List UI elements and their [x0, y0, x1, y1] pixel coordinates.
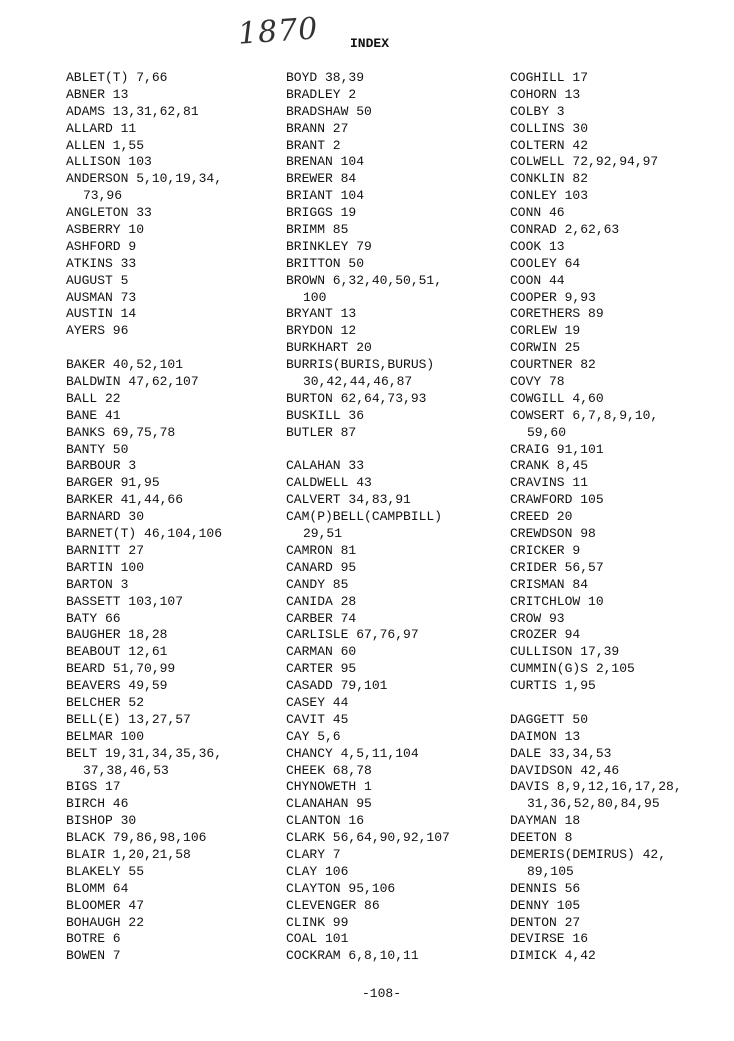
index-entry: BUSKILL 36 — [286, 407, 365, 423]
index-entry: BARNARD 30 — [66, 509, 145, 525]
index-entry: CLAY 106 — [286, 863, 349, 879]
index-entry: CHYNOWETH 1 — [286, 779, 372, 795]
index-entry: AYERS 96 — [66, 323, 129, 339]
index-entry: AUGUST 5 — [66, 272, 129, 288]
index-entry: COOPER 9,93 — [510, 289, 596, 305]
index-entry: BELT 19,31,34,35,36, — [66, 745, 223, 761]
index-entry: CONKLIN 82 — [510, 171, 589, 187]
index-entry: COAL 101 — [286, 931, 349, 947]
index-entry: COCKRAM 6,8,10,11 — [286, 948, 419, 964]
index-entry: BOYD 38,39 — [286, 70, 365, 85]
index-entry: CALAHAN 33 — [286, 458, 365, 474]
index-entry: CLARK 56,64,90,92,107 — [286, 830, 450, 846]
index-entry: BELCHER 52 — [66, 694, 145, 710]
index-entry: DEMERIS(DEMIRUS) 42, — [510, 846, 667, 862]
index-entry: DENTON 27 — [510, 914, 581, 930]
index-entry: BISHOP 30 — [66, 813, 137, 829]
index-entry: BOWEN 7 — [66, 948, 121, 964]
index-entry: BRYDON 12 — [286, 323, 357, 339]
index-entry: BAKER 40,52,101 — [66, 357, 184, 373]
index-entry: BATY 66 — [66, 610, 121, 626]
index-entry: BRANN 27 — [286, 120, 349, 136]
index-entry: COGHILL 17 — [510, 70, 589, 85]
index-entry: CAVIT 45 — [286, 711, 349, 727]
index-entry: BROWN 6,32,40,50,51, — [286, 272, 443, 288]
index-entry: CRIDER 56,57 — [510, 559, 604, 575]
index-entry: BRINKLEY 79 — [286, 238, 372, 254]
index-entry: BANKS 69,75,78 — [66, 424, 176, 440]
handwritten-year: 1870 — [236, 11, 320, 52]
index-entry: BLACK 79,86,98,106 — [66, 830, 207, 846]
index-entry-continuation: 59,60 — [527, 424, 567, 440]
index-entry: AUSTIN 14 — [66, 306, 137, 322]
index-entry: ABLET(T) 7,66 — [66, 70, 168, 85]
index-entry: CANIDA 28 — [286, 593, 357, 609]
index-column-3 — [510, 70, 734, 965]
index-entry: CRAIG 91,101 — [510, 441, 604, 457]
index-entry: BRIMM 85 — [286, 222, 349, 238]
index-entry: CASEY 44 — [286, 694, 349, 710]
index-entry: COVY 78 — [510, 374, 565, 390]
index-entry: BIGS 17 — [66, 779, 121, 795]
index-entry: ATKINS 33 — [66, 255, 137, 271]
index-entry: CORWIN 25 — [510, 340, 581, 356]
index-entry: CAY 5,6 — [286, 728, 341, 744]
index-entry: BELMAR 100 — [66, 728, 145, 744]
index-entry-continuation: 31,36,52,80,84,95 — [527, 796, 660, 812]
index-entry: CRITCHLOW 10 — [510, 593, 604, 609]
index-entry: COLBY 3 — [510, 103, 565, 119]
index-entry: BARTON 3 — [66, 576, 129, 592]
index-entry: CRICKER 9 — [510, 542, 581, 558]
index-entry: CROZER 94 — [510, 627, 581, 643]
index-entry: BRADLEY 2 — [286, 86, 357, 102]
section-gap — [66, 340, 291, 357]
index-entry-continuation: 100 — [303, 289, 327, 305]
index-entry: BLAKELY 55 — [66, 863, 145, 879]
index-entry: CLANTON 16 — [286, 813, 365, 829]
index-entry: DIMICK 4,42 — [510, 948, 596, 964]
index-entry: BUTLER 87 — [286, 424, 357, 440]
index-entry: DENNY 105 — [510, 897, 581, 913]
index-entry-continuation: 73,96 — [83, 188, 123, 204]
index-entry: CASADD 79,101 — [286, 678, 388, 694]
index-entry: CRAWFORD 105 — [510, 492, 604, 508]
index-entry: CRISMAN 84 — [510, 576, 589, 592]
index-entry: COURTNER 82 — [510, 357, 596, 373]
index-entry: CROW 93 — [510, 610, 565, 626]
index-entry: BEARD 51,70,99 — [66, 661, 176, 677]
index-entry: CLARY 7 — [286, 846, 341, 862]
index-entry: BANE 41 — [66, 407, 121, 423]
index-column-2 — [286, 70, 511, 965]
index-entry-continuation: 29,51 — [303, 526, 343, 542]
index-entry: BOHAUGH 22 — [66, 914, 145, 930]
index-entry-continuation: 37,38,46,53 — [83, 762, 169, 778]
index-entry: DAGGETT 50 — [510, 711, 589, 727]
index-entry: CONLEY 103 — [510, 188, 589, 204]
index-entry: BRADSHAW 50 — [286, 103, 372, 119]
index-entry: BARBOUR 3 — [66, 458, 137, 474]
index-entry: ASHFORD 9 — [66, 238, 137, 254]
index-entry: DEVIRSE 16 — [510, 931, 589, 947]
index-entry: BARNET(T) 46,104,106 — [66, 526, 223, 542]
index-entry: CULLISON 17,39 — [510, 644, 620, 660]
index-entry: ASBERRY 10 — [66, 222, 145, 238]
index-entry: BARNITT 27 — [66, 542, 145, 558]
index-column-1 — [66, 70, 291, 965]
index-entry: BALDWIN 47,62,107 — [66, 374, 199, 390]
index-entry: CHANCY 4,5,11,104 — [286, 745, 419, 761]
index-entry: BELL(E) 13,27,57 — [66, 711, 191, 727]
index-entry: DAIMON 13 — [510, 728, 581, 744]
index-entry: DALE 33,34,53 — [510, 745, 612, 761]
index-entry: CONRAD 2,62,63 — [510, 222, 620, 238]
index-entry: COWGILL 4,60 — [510, 390, 604, 406]
index-entry: CARBER 74 — [286, 610, 357, 626]
page-number: -108- — [362, 986, 402, 1001]
index-entry: CORETHERS 89 — [510, 306, 604, 322]
index-entry: CLINK 99 — [286, 914, 349, 930]
index-entry: COWSERT 6,7,8,9,10, — [510, 407, 659, 423]
index-entry: CREED 20 — [510, 509, 573, 525]
index-entry: COOK 13 — [510, 238, 565, 254]
index-entry: COLTERN 42 — [510, 137, 589, 153]
index-entry: DENNIS 56 — [510, 880, 581, 896]
index-entry: ALLARD 11 — [66, 120, 137, 136]
index-entry: BEAVERS 49,59 — [66, 678, 168, 694]
index-entry: CORLEW 19 — [510, 323, 581, 339]
index-entry: DAVIDSON 42,46 — [510, 762, 620, 778]
index-entry: CUMMIN(G)S 2,105 — [510, 661, 635, 677]
index-entry: BOTRE 6 — [66, 931, 121, 947]
index-entry: CLAYTON 95,106 — [286, 880, 396, 896]
index-entry: ADAMS 13,31,62,81 — [66, 103, 199, 119]
index-entry: BRITTON 50 — [286, 255, 365, 271]
index-entry: CARLISLE 67,76,97 — [286, 627, 419, 643]
index-entry: COLLINS 30 — [510, 120, 589, 136]
index-entry: CANDY 85 — [286, 576, 349, 592]
index-entry: CLANAHAN 95 — [286, 796, 372, 812]
index-entry: BLOOMER 47 — [66, 897, 145, 913]
index-entry: AUSMAN 73 — [66, 289, 137, 305]
index-entry: CAMRON 81 — [286, 542, 357, 558]
index-entry: DEETON 8 — [510, 830, 573, 846]
index-entry: COLWELL 72,92,94,97 — [510, 154, 659, 170]
index-entry: BALL 22 — [66, 390, 121, 406]
index-entry: BURKHART 20 — [286, 340, 372, 356]
index-entry: CARTER 95 — [286, 661, 357, 677]
index-entry: CALDWELL 43 — [286, 475, 372, 491]
index-entry: BREWER 84 — [286, 171, 357, 187]
index-entry: BURRIS(BURIS,BURUS) — [286, 357, 435, 373]
index-entry: COOLEY 64 — [510, 255, 581, 271]
index-entry: BARTIN 100 — [66, 559, 145, 575]
index-entry: BARKER 41,44,66 — [66, 492, 184, 508]
index-entry: CONN 46 — [510, 205, 565, 221]
index-entry: BLOMM 64 — [66, 880, 129, 896]
index-entry: CAM(P)BELL(CAMPBILL) — [286, 509, 443, 525]
index-entry: ANGLETON 33 — [66, 205, 152, 221]
index-entry: DAYMAN 18 — [510, 813, 581, 829]
index-entry: COHORN 13 — [510, 86, 581, 102]
section-gap — [286, 442, 511, 459]
index-entry: ALLEN 1,55 — [66, 137, 145, 153]
index-entry: BLAIR 1,20,21,58 — [66, 846, 191, 862]
index-entry: BIRCH 46 — [66, 796, 129, 812]
index-entry: CURTIS 1,95 — [510, 678, 596, 694]
index-entry: ABNER 13 — [66, 86, 129, 102]
index-entry: BAUGHER 18,28 — [66, 627, 168, 643]
index-entry: ANDERSON 5,10,19,34, — [66, 171, 223, 187]
index-entry: COON 44 — [510, 272, 565, 288]
index-entry: CARMAN 60 — [286, 644, 357, 660]
index-entry: CRANK 8,45 — [510, 458, 589, 474]
index-entry: DAVIS 8,9,12,16,17,28, — [510, 779, 682, 795]
index-entry: BRYANT 13 — [286, 306, 357, 322]
index-entry-continuation: 89,105 — [527, 863, 574, 879]
index-entry: BEABOUT 12,61 — [66, 644, 168, 660]
index-entry: BRIANT 104 — [286, 188, 365, 204]
index-entry: ALLISON 103 — [66, 154, 152, 170]
index-entry: BASSETT 103,107 — [66, 593, 184, 609]
index-entry: BARGER 91,95 — [66, 475, 160, 491]
index-entry: BURTON 62,64,73,93 — [286, 390, 427, 406]
index-entry: BRIGGS 19 — [286, 205, 357, 221]
index-entry-continuation: 30,42,44,46,87 — [303, 374, 413, 390]
index-entry: CRAVINS 11 — [510, 475, 589, 491]
index-entry: BRANT 2 — [286, 137, 341, 153]
index-entry: CREWDSON 98 — [510, 526, 596, 542]
index-entry: BANTY 50 — [66, 441, 129, 457]
page-title: INDEX — [350, 36, 390, 51]
index-entry: BRENAN 104 — [286, 154, 365, 170]
index-entry: CANARD 95 — [286, 559, 357, 575]
index-entry: CALVERT 34,83,91 — [286, 492, 411, 508]
index-entry: CHEEK 68,78 — [286, 762, 372, 778]
index-entry: CLEVENGER 86 — [286, 897, 380, 913]
section-gap — [510, 695, 734, 712]
